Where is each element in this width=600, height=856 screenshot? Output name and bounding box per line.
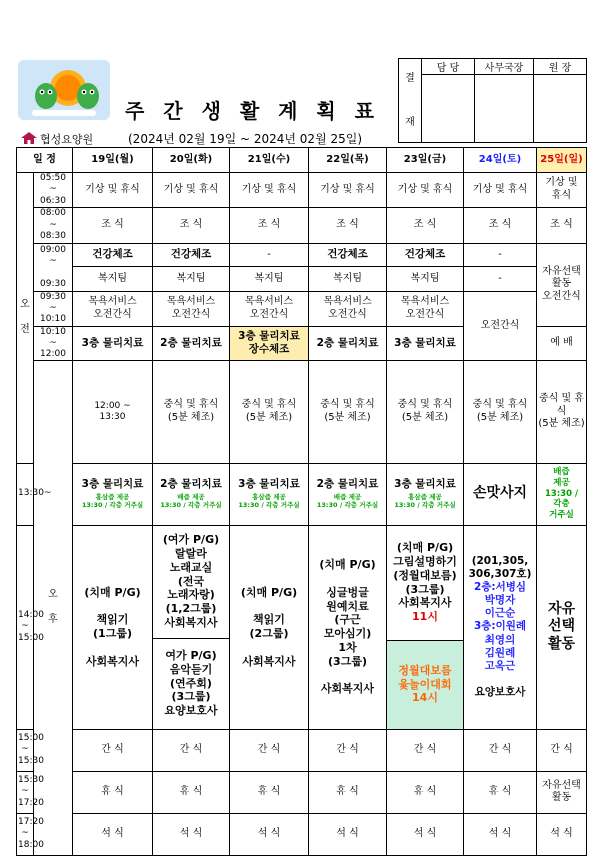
cell-thu-health: 건강체조 [309, 243, 387, 266]
cell-thu-welfare: 복지팀 [309, 266, 387, 291]
time-0930: 09:30 ~ 10:10 [34, 291, 73, 326]
cell-wed-dinner: 석 식 [230, 813, 309, 855]
time-0900: 09:00 ~ 09:30 [34, 243, 73, 291]
approval-sign-director [534, 75, 587, 143]
cell-sun-snack: 간 식 [537, 729, 587, 771]
house-icon [20, 131, 38, 145]
cell-fri-snack: 간 식 [387, 729, 464, 771]
time-0800: 08:00 ~ 08:30 [34, 207, 73, 243]
cell-wed-wake: 기상 및 휴식 [230, 173, 309, 208]
cell-mon-pt: 3층 물리치료 [73, 326, 153, 361]
cell-sat-am-snack: 오전간식 [464, 291, 537, 361]
cell-mon-snack: 간 식 [73, 729, 153, 771]
fri-program-lower-event: 정월대보름 윷놀이대회 14시 [387, 641, 463, 729]
time-1530: 15:30 ~ 17:20 [17, 771, 34, 813]
cell-mon-wake: 기상 및 휴식 [73, 173, 153, 208]
cell-tue-lunch: 중식 및 휴식 (5분 체조) [230, 361, 309, 463]
section-am: 오 전 [17, 173, 34, 464]
approval-col-office-chief: 사무국장 [475, 59, 534, 75]
snack-note-thu: 배즙 제공 13:30 / 각층 거주실 [316, 493, 379, 510]
cell-sun-morning-free: 자유선택 활동 오전간식 [537, 243, 587, 326]
cell-tue-1330: 2층 물리치료 배즙 제공 13:30 / 각층 거주실 [153, 463, 230, 525]
cell-tue-welfare: 복지팀 [153, 266, 230, 291]
cell-sat-hand-massage-title: 손맛사지 [464, 463, 537, 525]
cell-thu-pt: 2층 물리치료 [309, 326, 387, 361]
cell-mon-program: (치매 P/G) 책읽기 (1그룹) 사회복지사 [73, 525, 153, 729]
cell-fri-dinner: 석 식 [387, 813, 464, 855]
cell-sat-breakfast: 조 식 [464, 207, 537, 243]
time-1720: 17:20 ~ 18:00 [17, 813, 34, 855]
time-1010: 10:10 ~ 12:00 [34, 326, 73, 361]
cell-tue-pt: 2층 물리치료 [153, 326, 230, 361]
cell-sat-rest: 휴 식 [464, 771, 537, 813]
time-1500: 15:00 ~ 15:30 [17, 729, 34, 771]
cell-fri-lunch: 중식 및 휴식 (5분 체조) [464, 361, 537, 463]
cell-mon-dinner: 석 식 [73, 813, 153, 855]
weekly-schedule-table [16, 147, 587, 856]
cell-tue-wake: 기상 및 휴식 [153, 173, 230, 208]
cell-wed-welfare: 복지팀 [230, 266, 309, 291]
cell-mon-lunch: 중식 및 휴식 (5분 체조) [153, 361, 230, 463]
sun-mascot-logo [18, 60, 110, 120]
header-wed: 21일(수) [230, 148, 309, 173]
cell-tue-program [153, 525, 230, 729]
cell-thu-dinner: 석 식 [309, 813, 387, 855]
fri-program-upper: (치매 P/G) 그림설명하기 (정월대보름) (3그룹) 사회복지사 11시 [387, 526, 463, 641]
cell-tue-bath: 목욕서비스 오전간식 [153, 291, 230, 326]
cell-thu-snack: 간 식 [309, 729, 387, 771]
cell-tue-breakfast: 조 식 [153, 207, 230, 243]
cell-fri-wake: 기상 및 휴식 [387, 173, 464, 208]
cell-wed-rest: 휴 식 [230, 771, 309, 813]
cell-thu-breakfast: 조 식 [309, 207, 387, 243]
cell-sun-worship: 예 배 [537, 326, 587, 361]
cell-sun-wake: 기상 및 휴식 [537, 173, 587, 208]
cell-tue-health: 건강체조 [153, 243, 230, 266]
approval-box [398, 58, 587, 143]
cell-fri-program [387, 525, 464, 729]
tue-program-lower: 여가 P/G) 음악듣기 (연주회) (3그룹) 요양보호사 [164, 649, 218, 718]
time-1200: 12:00 ~ 13:30 [73, 361, 153, 463]
cell-wed-pt: 3층 물리치료 장수체조 [230, 326, 309, 361]
page-title: 주 간 생 활 계 획 표 [125, 99, 381, 123]
snack-note-mon: 홍삼즙 제공 13:30 / 각층 거주실 [81, 493, 144, 510]
schedule-period: (2024년 02월 19일 ~ 2024년 02월 25일) [128, 132, 363, 146]
cell-thu-program: (치매 P/G) 싱글벙글 원예치료 (구근 모아심기) 1차 (3그룹) 사회복지사 [309, 525, 387, 729]
approval-side-label: 결 재 [399, 59, 422, 143]
cell-sun-rest: 자유선택 활동 [537, 771, 587, 813]
cell-fri-breakfast: 조 식 [387, 207, 464, 243]
cell-mon-rest: 휴 식 [73, 771, 153, 813]
cell-sat-lunch: 중식 및 휴식 (5분 체조) [537, 361, 587, 463]
cell-thu-1330: 2층 물리치료 배즙 제공 13:30 / 각층 거주실 [309, 463, 387, 525]
header-thu: 22일(목) [309, 148, 387, 173]
cell-tue-dinner: 석 식 [153, 813, 230, 855]
cell-wed-health: - [230, 243, 309, 266]
cell-wed-lunch: 중식 및 휴식 (5분 체조) [309, 361, 387, 463]
cell-sun-dinner: 석 식 [537, 813, 587, 855]
cell-sat-dinner: 석 식 [464, 813, 537, 855]
approval-sign-manager [422, 75, 475, 143]
cell-thu-bath: 목욕서비스 오전간식 [309, 291, 387, 326]
snack-note-wed: 홍삼즙 제공 13:30 / 각층 거주실 [238, 493, 300, 510]
cell-thu-wake: 기상 및 휴식 [309, 173, 387, 208]
cell-mon-welfare: 복지팀 [73, 266, 153, 291]
cell-thu-rest: 휴 식 [309, 771, 387, 813]
section-pm: 오 후 [34, 361, 73, 855]
header-mon: 19일(월) [73, 148, 153, 173]
cell-thu-lunch: 중식 및 휴식 (5분 체조) [387, 361, 464, 463]
cell-wed-1330: 3층 물리치료 홍삼즙 제공 13:30 / 각층 거주실 [230, 463, 309, 525]
cell-sat-welfare: - [464, 266, 537, 291]
cell-sat-snack: 간 식 [464, 729, 537, 771]
approval-sign-office-chief [475, 75, 534, 143]
cell-fri-rest: 휴 식 [387, 771, 464, 813]
cell-wed-breakfast: 조 식 [230, 207, 309, 243]
cell-mon-health: 건강체조 [73, 243, 153, 266]
cell-wed-program: (치매 P/G) 책읽기 (2그룹) 사회복지사 [230, 525, 309, 729]
organization-name: 협성요양원 [40, 133, 94, 146]
snack-note-fri: 홍삼즙 제공 13:30 / 각층 거주실 [394, 493, 456, 510]
approval-col-director: 원 장 [534, 59, 587, 75]
header-sun: 25일(일) [537, 148, 587, 173]
header-schedule: 일 정 [17, 148, 73, 173]
approval-col-manager: 담 당 [422, 59, 475, 75]
cell-sun-1330: 배즙 제공 13:30 / 각층 거주실 [537, 463, 587, 525]
cell-mon-bath: 목욕서비스 오전간식 [73, 291, 153, 326]
time-0550: 05:50 ~ 06:30 [34, 173, 73, 208]
cell-sat-program: (201,305, 306,307호) 2층:서병심 박명자 이근순 3층:이원례 최영의 김원례 고옥근 요양보호사 [464, 525, 537, 729]
header-fri: 23일(금) [387, 148, 464, 173]
cell-tue-rest: 휴 식 [153, 771, 230, 813]
header-tue: 20일(화) [153, 148, 230, 173]
cell-mon-breakfast: 조 식 [73, 207, 153, 243]
cell-fri-1330: 3층 물리치료 홍삼즙 제공 13:30 / 각층 거주실 [387, 463, 464, 525]
cell-sun-program: 자유 선택 활동 [537, 525, 587, 729]
tue-program-upper: (여가 P/G) 랄랄라 노래교실 (전국 노래자랑) (1,2그룹) 사회복지사 [153, 526, 229, 639]
time-1400: 14:00 ~ 15:00 [17, 525, 34, 729]
cell-wed-bath: 목욕서비스 오전간식 [230, 291, 309, 326]
snack-note-tue: 배즙 제공 13:30 / 각층 거주실 [160, 493, 222, 510]
time-1330: 13:30~ [17, 463, 34, 525]
header-sat: 24일(토) [464, 148, 537, 173]
cell-sat-health: - [464, 243, 537, 266]
cell-fri-health: 건강체조 [387, 243, 464, 266]
cell-sun-breakfast: 조 식 [537, 207, 587, 243]
cell-fri-pt: 3층 물리치료 [387, 326, 464, 361]
cell-mon-1330: 3층 물리치료 홍삼즙 제공 13:30 / 각층 거주실 [73, 463, 153, 525]
cell-fri-welfare: 복지팀 [387, 266, 464, 291]
cell-tue-snack: 간 식 [153, 729, 230, 771]
cell-sat-wake: 기상 및 휴식 [464, 173, 537, 208]
cell-wed-snack: 간 식 [230, 729, 309, 771]
cell-fri-bath: 목욕서비스 오전간식 [387, 291, 464, 326]
